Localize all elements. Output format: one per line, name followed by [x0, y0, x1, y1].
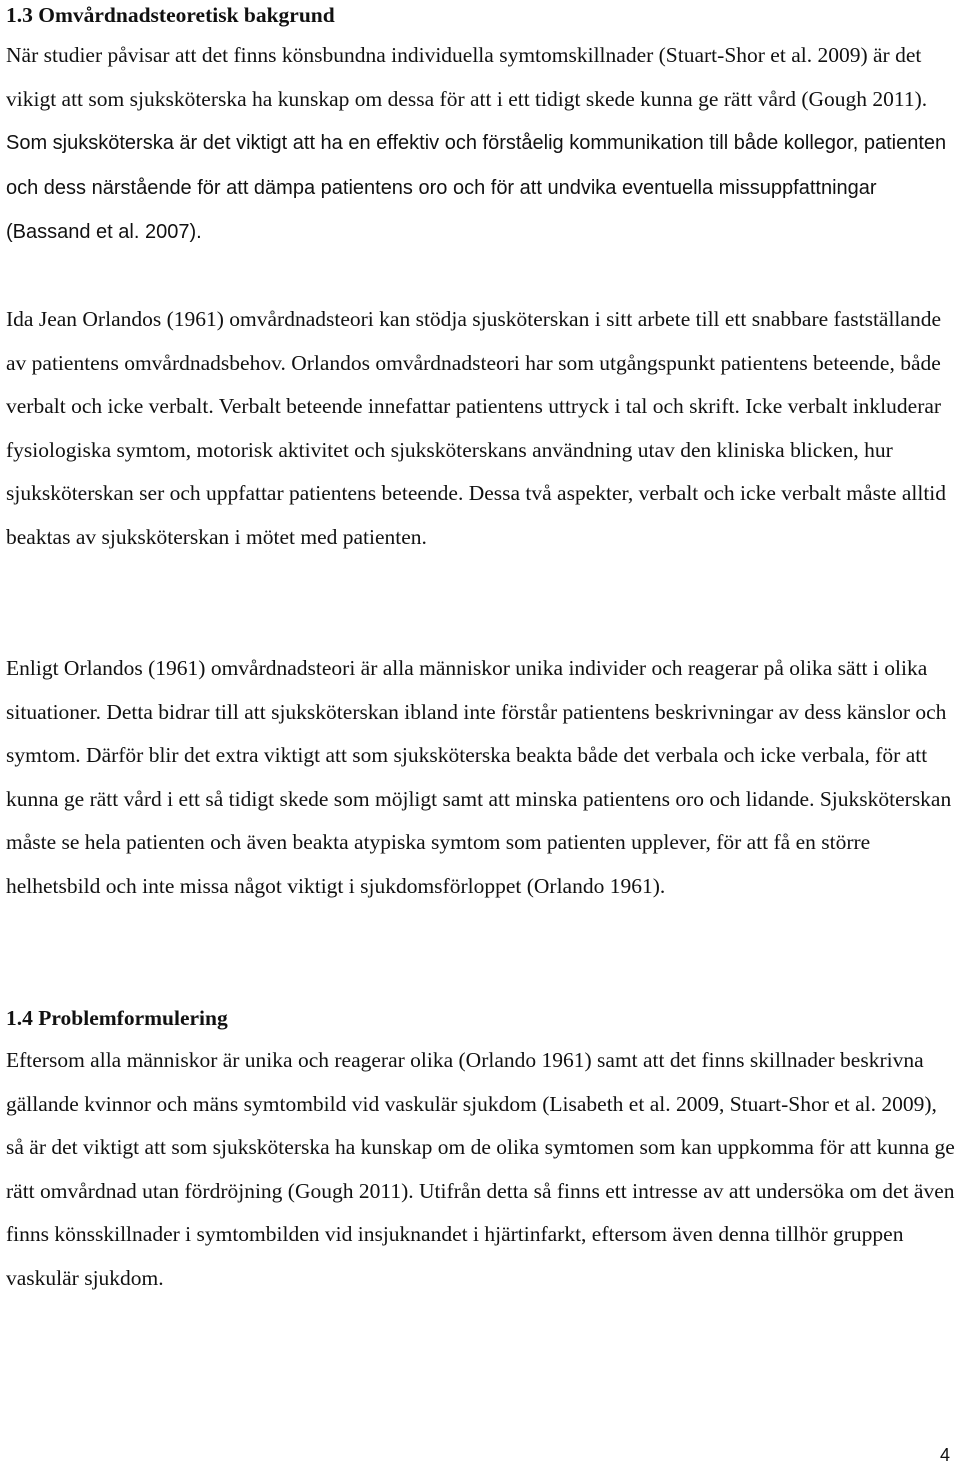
paragraph-orlando-theory: Ida Jean Orlandos (1961) omvårdnadsteori kan stödja sjusköterskan i sitt arbete till ett snabbare fastställande av patientens omvårdnadsbehov. Orlandos omvårdnadsteori har som utgångspunkt patientens beteende, både verbalt och icke verbalt. Verbalt beteende innefattar patientens uttryck i tal och skrift. Icke verbalt inkluderar fysiologiska symtom, motorisk aktivitet och sjuksköterskans användning utav den kliniska blicken, hur sjuksköterskan ser och uppfattar patientens beteende. Dessa två aspekter, verbalt och icke verbalt måste alltid beaktas av sjuksköterskan i mötet med patienten. — [6, 307, 947, 549]
paragraph-background-intro-serif: När studier påvisar att det finns könsbundna individuella symtomskillnader (Stuart-Shor et al. 2009) är det vikigt att som sjuksköterska ha kunskap om dessa för att i ett tidigt skede kunna ge rätt vård (Gough 2011). — [6, 43, 928, 111]
paragraph-background-intro-sans: Som sjuksköterska är det viktigt att ha en effektiv och förståelig kommunikation till både kollegor, patienten och dess närstående för att dämpa patientens oro och för att undvika eventuella missuppfattningar (Bassand et al. 2007). — [6, 132, 947, 243]
section-heading-omvardnadsteoretisk-bakgrund: 1.3 Omvårdnadsteoretisk bakgrund — [6, 3, 335, 27]
section-heading-problemformulering: 1.4 Problemformulering — [6, 1006, 228, 1030]
page-number: 4 — [939, 1445, 950, 1465]
paragraph-problem-statement: Eftersom alla människor är unika och reagerar olika (Orlando 1961) samt att det finns skillnader beskrivna gällande kvinnor och mäns symtombild vid vaskulär sjukdom (Lisabeth et al. 2009, Stuart-Shor et al. 2009), så är det viktigt att som sjuksköterska ha kunskap om de olika symtomen som kan uppkomma för att kunna ge rätt omvårdnad utan fördröjning (Gough 2011). Utifrån detta så finns ett intresse av att undersöka om det även finns könsskillnader i symtombilden vid insjuknandet i hjärtinfarkt, eftersom även denna tillhör gruppen vaskulär sjukdom. — [6, 1048, 955, 1290]
paragraph-orlando-individuals: Enligt Orlandos (1961) omvårdnadsteori är alla människor unika individer och reagerar på olika sätt i olika situationer. Detta bidrar till att sjuksköterskan ibland inte förstår patientens beskrivningar av dess känslor och symtom. Därför blir det extra viktigt att som sjuksköterska beakta både det verbala och icke verbala, för att kunna ge rätt vård i ett så tidigt skede som möjligt samt att minska patientens oro och lidande. Sjuksköterskan måste se hela patienten och även beakta atypiska symtom som patienten upplever, för att få en större helhetsbild och inte missa något viktigt i sjukdomsförloppet (Orlando 1961). — [6, 656, 952, 898]
paragraph-background-intro — [6, 34, 956, 255]
